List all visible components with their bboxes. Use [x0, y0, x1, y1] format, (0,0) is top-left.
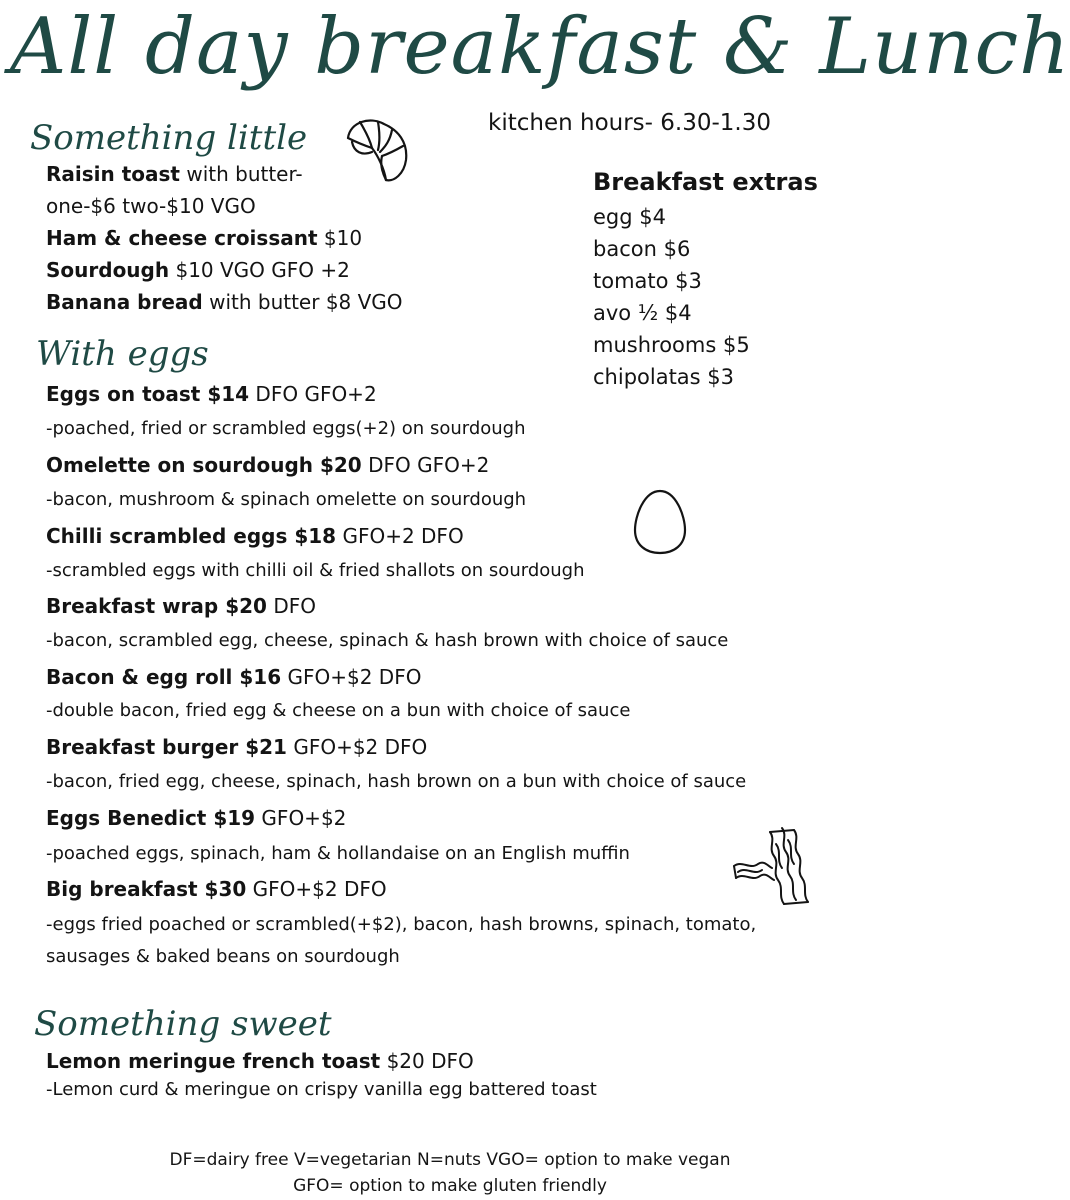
- menu-item-raisin-toast-prices: one-$6 two-$10 VGO: [46, 194, 256, 218]
- bacon-icon: [730, 826, 812, 910]
- extra-item: avo ½ $4: [593, 301, 692, 325]
- menu-item-description: -Lemon curd & meringue on crispy vanilla egg battered toast: [46, 1079, 597, 1100]
- menu-item-omelette: Omelette on sourdough $20 DFO GFO+2: [46, 453, 490, 477]
- menu-item-description: -double bacon, fried egg & cheese on a bun with choice of sauce: [46, 700, 631, 721]
- menu-item-description: -eggs fried poached or scrambled(+$2), bacon, hash browns, spinach, tomato,: [46, 914, 757, 935]
- menu-item-description: -bacon, mushroom & spinach omelette on sourdough: [46, 489, 527, 510]
- extra-item: tomato $3: [593, 269, 702, 293]
- croissant-icon: [340, 112, 420, 184]
- menu-item-description: -bacon, scrambled egg, cheese, spinach & hash brown with choice of sauce: [46, 630, 729, 651]
- menu-item-description: -bacon, fried egg, cheese, spinach, hash brown on a bun with choice of sauce: [46, 771, 747, 792]
- extra-item: bacon $6: [593, 237, 691, 261]
- menu-item-bacon-egg-roll: Bacon & egg roll $16 GFO+$2 DFO: [46, 665, 422, 689]
- menu-item-lemon-meringue-french-toast: Lemon meringue french toast $20 DFO: [46, 1049, 474, 1073]
- menu-item-sourdough: Sourdough $10 VGO GFO +2: [46, 258, 350, 282]
- menu-item-chilli-scrambled-eggs: Chilli scrambled eggs $18 GFO+2 DFO: [46, 524, 464, 548]
- extra-item: chipolatas $3: [593, 365, 735, 389]
- menu-item-eggs-benedict: Eggs Benedict $19 GFO+$2: [46, 806, 347, 830]
- menu-item-ham-cheese-croissant: Ham & cheese croissant $10: [46, 226, 363, 250]
- kitchen-hours: kitchen hours- 6.30-1.30: [488, 110, 771, 136]
- menu-item-description: -poached eggs, spinach, ham & hollandaise on an English muffin: [46, 843, 630, 864]
- egg-icon: [632, 488, 688, 556]
- menu-title: All day breakfast & Lunch: [10, 2, 1070, 92]
- menu-item-description: -poached, fried or scrambled eggs(+2) on sourdough: [46, 418, 526, 439]
- extra-item: egg $4: [593, 205, 666, 229]
- section-heading-something-sweet: Something sweet: [34, 1004, 332, 1044]
- breakfast-extras-heading: Breakfast extras: [593, 168, 818, 196]
- extra-item: mushrooms $5: [593, 333, 750, 357]
- menu-item-banana-bread: Banana bread with butter $8 VGO: [46, 290, 403, 314]
- dietary-legend-line-1: DF=dairy free V=vegetarian N=nuts VGO= option to make vegan: [169, 1150, 731, 1170]
- section-heading-with-eggs: With eggs: [36, 334, 209, 374]
- menu-item-description: -scrambled eggs with chilli oil & fried shallots on sourdough: [46, 560, 585, 581]
- menu-item-breakfast-wrap: Breakfast wrap $20 DFO: [46, 594, 316, 618]
- menu-item-raisin-toast: Raisin toast with butter-: [46, 162, 303, 186]
- section-heading-something-little: Something little: [30, 118, 308, 158]
- menu-item-description: sausages & baked beans on sourdough: [46, 946, 400, 967]
- menu-item-eggs-on-toast: Eggs on toast $14 DFO GFO+2: [46, 382, 377, 406]
- dietary-legend-line-2: GFO= option to make gluten friendly: [293, 1176, 607, 1196]
- menu-item-breakfast-burger: Breakfast burger $21 GFO+$2 DFO: [46, 735, 428, 759]
- menu-item-big-breakfast: Big breakfast $30 GFO+$2 DFO: [46, 877, 387, 901]
